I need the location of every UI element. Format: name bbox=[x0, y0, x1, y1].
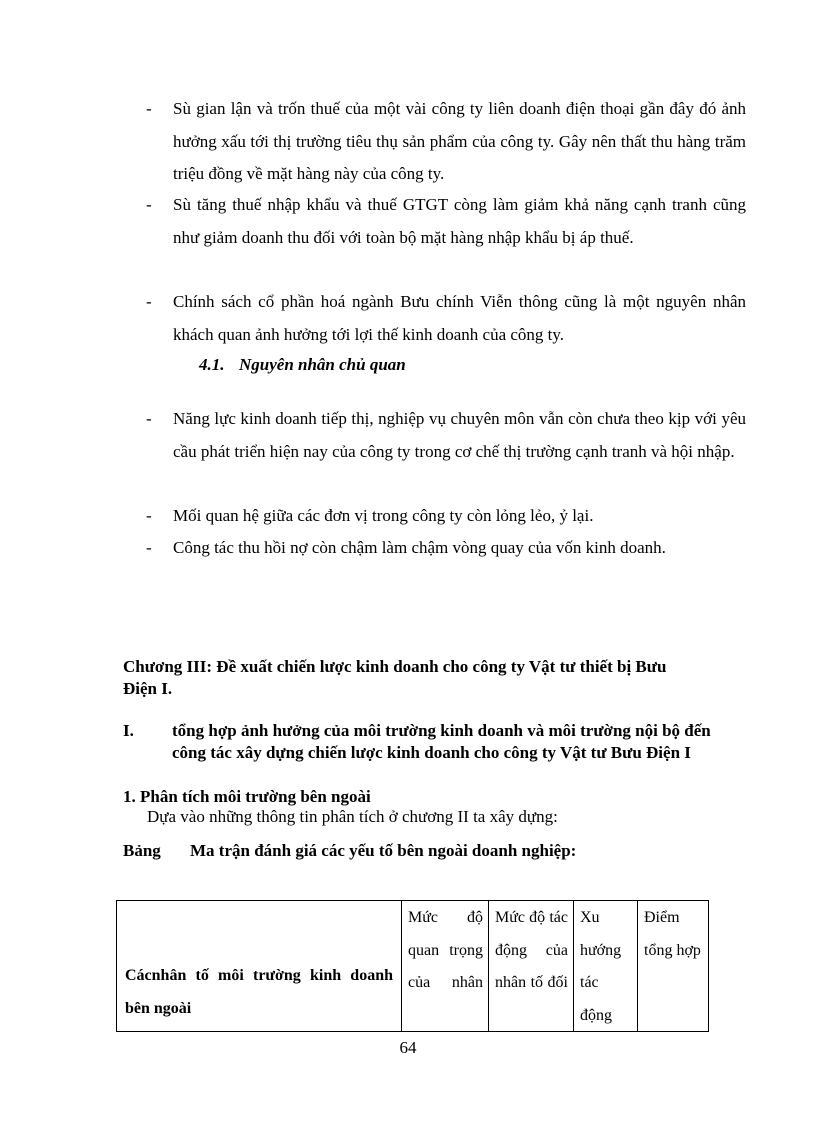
intro-paragraph: Dựa vào những thông tin phân tích ở chương II ta xây dựng: bbox=[147, 807, 558, 826]
bullet-dash: - bbox=[146, 99, 152, 118]
subheading-title: Nguyên nhân chủ quan bbox=[239, 355, 406, 374]
bullet-item bbox=[146, 189, 746, 254]
bullet-text: Mối quan hệ giữa các đơn vị trong công ty còn lỏng lẻo, ỷ lại. bbox=[173, 506, 594, 525]
subheading-number: 4.1. bbox=[199, 355, 225, 374]
header-cell-text: Điểm tổng hợp bbox=[644, 909, 701, 959]
header-cell-text: Xu hướng tác động bbox=[580, 909, 622, 1024]
section-heading bbox=[123, 720, 733, 764]
bullet-dash: - bbox=[146, 195, 152, 214]
header-cell bbox=[638, 901, 709, 1032]
chapter-title-line: Điện I. bbox=[123, 679, 173, 698]
subheading bbox=[199, 355, 406, 375]
bullet-text: Chính sách cổ phần hoá ngành Bưu chính Viễn thông cũng là một nguyên nhân khách quan ảnh hưởng tới lợi thế kinh doanh của công ty. bbox=[173, 292, 746, 344]
header-cell-text: Cácnhân tố môi trường kinh doanh bên ngoài bbox=[125, 967, 393, 1017]
table-caption bbox=[123, 841, 576, 861]
bullet-item bbox=[146, 286, 746, 351]
header-cell bbox=[402, 901, 489, 1032]
bullet-text: Công tác thu hồi nợ còn chậm làm chậm vòng quay của vốn kinh doanh. bbox=[173, 538, 666, 557]
bullet-item bbox=[146, 403, 746, 468]
bullet-text: Sù gian lận và trốn thuế của một vài công ty liên doanh điện thoại gần đây đó ảnh hưởng xấu tới thị trường tiêu thụ sản phẩm của công ty. Gây nên thất thu hàng trăm triệu đồng về mặt hàng này của công ty. bbox=[173, 99, 746, 183]
page-number: 64 bbox=[399, 1038, 417, 1057]
bullet-dash: - bbox=[146, 409, 152, 428]
bullet-text: Năng lực kinh doanh tiếp thị, nghiệp vụ chuyên môn vẫn còn chưa theo kịp với yêu cầu phát triển hiện nay của công ty trong cơ chế thị trường cạnh tranh và hội nhập. bbox=[173, 409, 746, 461]
bullet-item bbox=[146, 93, 746, 191]
bullet-item bbox=[146, 532, 746, 565]
table-caption-title: Ma trận đánh giá các yếu tố bên ngoài doanh nghiệp: bbox=[190, 841, 577, 860]
section-title: tổng hợp ảnh hưởng của môi trường kinh doanh và môi trường nội bộ đến công tác xây dựng chiến lược kinh doanh cho công ty Vật tư Bưu Điện I bbox=[172, 721, 711, 762]
bullet-text: Sù tăng thuế nhập khẩu và thuế GTGT còng làm giảm khả năng cạnh tranh cũng như giảm doanh thu đối với toàn bộ mặt hàng nhập khẩu bị áp thuế. bbox=[173, 195, 746, 247]
header-cell bbox=[117, 901, 402, 1032]
evaluation-matrix-table bbox=[116, 900, 709, 1032]
header-cell-text: Mức độ quan trọng của nhân bbox=[408, 909, 483, 991]
header-cell-text: Mức độ tác động của nhân tố đối bbox=[495, 909, 568, 991]
bullet-item bbox=[146, 500, 746, 533]
section-number: I. bbox=[123, 721, 134, 740]
table-caption-label: Bảng bbox=[123, 841, 161, 860]
header-cell bbox=[489, 901, 574, 1032]
header-cell bbox=[574, 901, 638, 1032]
table-header-row bbox=[117, 901, 709, 1032]
chapter-title-line: Chương III: Đề xuất chiến lược kinh doanh cho công ty Vật tư thiết bị Bưu bbox=[123, 657, 667, 676]
bullet-dash: - bbox=[146, 538, 152, 557]
bullet-dash: - bbox=[146, 506, 152, 525]
subsection-heading: 1. Phân tích môi trường bên ngoài bbox=[123, 787, 371, 806]
chapter-title bbox=[123, 656, 733, 700]
bullet-dash: - bbox=[146, 292, 152, 311]
